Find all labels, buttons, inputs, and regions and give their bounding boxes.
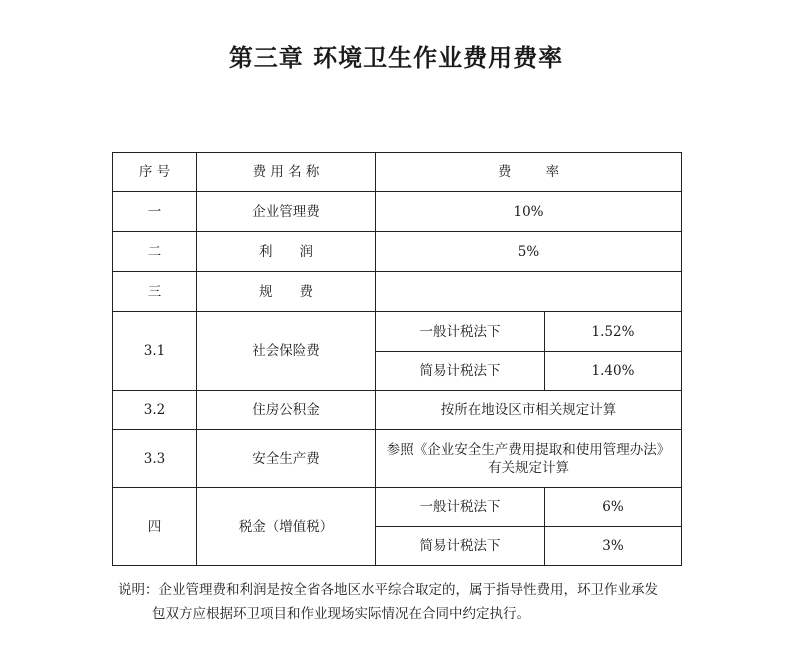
row-name: 企业管理费: [197, 192, 376, 232]
row-seq: 四: [113, 488, 197, 566]
row-name: 安全生产费: [197, 430, 376, 488]
header-name: 费 用 名 称: [197, 153, 376, 192]
row-rate: 按所在地设区市相关规定计算: [376, 391, 682, 430]
row-rate: 1.52%: [545, 312, 682, 352]
row-name: 规 费: [197, 272, 376, 312]
row-rate: 3%: [545, 527, 682, 566]
table-row: [113, 488, 682, 527]
row-name: 利 润: [197, 232, 376, 272]
row-method: 简易计税法下: [376, 352, 545, 391]
row-seq: 三: [113, 272, 197, 312]
row-method: 简易计税法下: [376, 527, 545, 566]
row-rate: [376, 272, 682, 312]
row-seq: 3.3: [113, 430, 197, 488]
table-row: [113, 430, 682, 488]
row-rate-line1: 参照《企业安全生产费用提取和使用管理办法》: [386, 441, 671, 458]
row-name: 税金（增值税）: [197, 488, 376, 566]
row-method: 一般计税法下: [376, 488, 545, 527]
row-method: 一般计税法下: [376, 312, 545, 352]
row-name: 社会保险费: [197, 312, 376, 391]
row-rate: 6%: [545, 488, 682, 527]
row-seq: 二: [113, 232, 197, 272]
table-row: [113, 272, 682, 312]
row-rate-line2: 有关规定计算: [488, 459, 569, 476]
row-name: 住房公积金: [197, 391, 376, 430]
table-header-row: [113, 153, 682, 192]
explanatory-note: [118, 578, 688, 626]
table-row: [113, 312, 682, 352]
row-seq: 3.1: [113, 312, 197, 391]
header-rate: 费 率: [376, 153, 682, 192]
table-row: [113, 192, 682, 232]
note-line-1: 说明：企业管理费和利润是按全省各地区水平综合取定的，属于指导性费用，环卫作业承发: [118, 582, 658, 598]
page-title: 第三章 环境卫生作业费用费率: [228, 44, 564, 72]
row-rate: 5%: [376, 232, 682, 272]
table-row: [113, 232, 682, 272]
row-rate: 1.40%: [545, 352, 682, 391]
row-rate: 10%: [376, 192, 682, 232]
header-seq: 序 号: [113, 153, 197, 192]
row-seq: 一: [113, 192, 197, 232]
fee-rate-table: [112, 152, 682, 566]
row-rate: [376, 430, 682, 488]
row-seq: 3.2: [113, 391, 197, 430]
table-row: [113, 391, 682, 430]
note-line-2: 包双方应根据环卫项目和作业现场实际情况在合同中约定执行。: [152, 606, 530, 622]
